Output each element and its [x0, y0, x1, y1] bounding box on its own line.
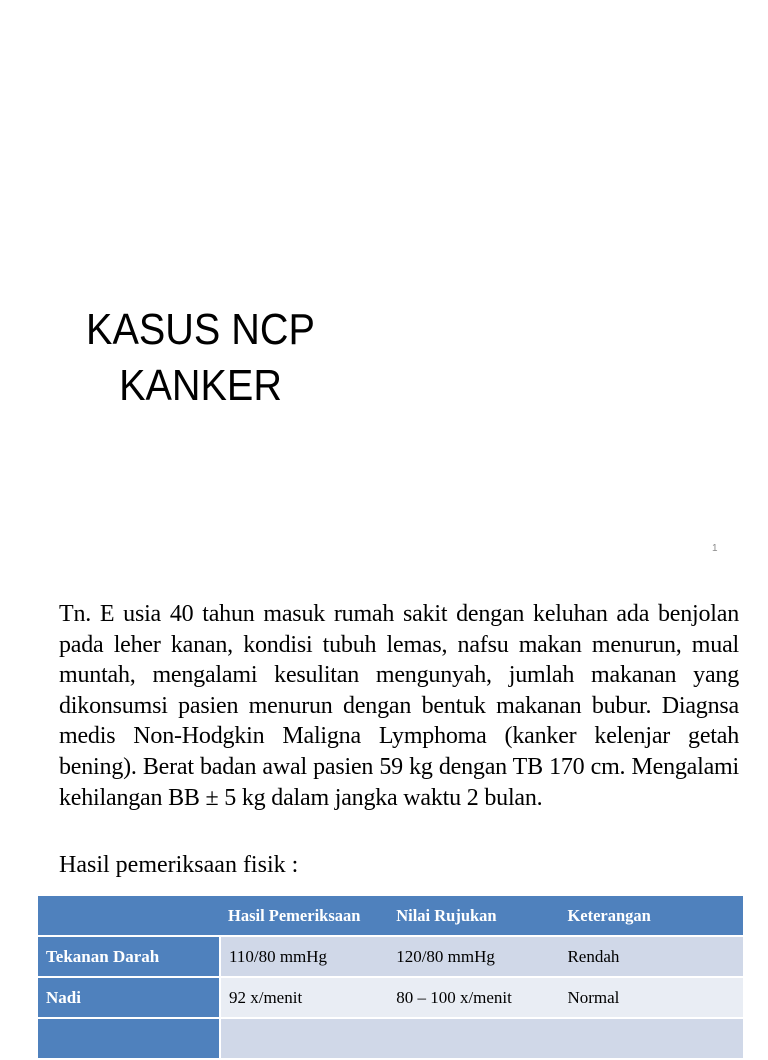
cell-reference: 80 – 100 x/menit [388, 977, 559, 1018]
table-header-row [38, 896, 743, 936]
exam-results-table [38, 896, 743, 1060]
slide-title [70, 302, 331, 414]
cell-result [220, 1018, 388, 1059]
row-label: Nadi [38, 977, 220, 1018]
header-corner [38, 896, 220, 936]
table-row [38, 977, 743, 1018]
header-reference: Nilai Rujukan [388, 896, 559, 936]
slide-title-line-2: KANKER [119, 361, 282, 410]
row-label [38, 1018, 220, 1059]
case-description: Tn. E usia 40 tahun masuk rumah sakit dengan keluhan ada benjolan pada leher kanan, kondisi tubuh lemas, nafsu makan menurun, mual muntah, mengalami kesulitan mengunyah, jumlah makanan yang dikonsumsi pasien menurun dengan bentuk makanan bubur. Diagnsa medis Non-Hodgkin Maligna Lymphoma (kanker kelenjar getah bening). Berat badan awal pasien 59 kg dengan TB 170 cm. Mengalami kehilangan BB ± 5 kg dalam jangka waktu 2 bulan. [59, 601, 739, 811]
cell-result: 92 x/menit [220, 977, 388, 1018]
cell-reference [388, 1018, 559, 1059]
header-note: Keterangan [559, 896, 743, 936]
table-row [38, 1018, 743, 1059]
table-row [38, 936, 743, 977]
exam-heading: Hasil pemeriksaan fisik : [59, 852, 299, 878]
cell-note: Normal [559, 977, 743, 1018]
page-number: 1 [712, 543, 718, 554]
cell-note: Rendah [559, 936, 743, 977]
cell-reference: 120/80 mmHg [388, 936, 559, 977]
row-label: Tekanan Darah [38, 936, 220, 977]
cell-result: 110/80 mmHg [220, 936, 388, 977]
header-result: Hasil Pemeriksaan [220, 896, 388, 936]
cell-note [559, 1018, 743, 1059]
slide-title-line-1: KASUS NCP [86, 305, 315, 354]
